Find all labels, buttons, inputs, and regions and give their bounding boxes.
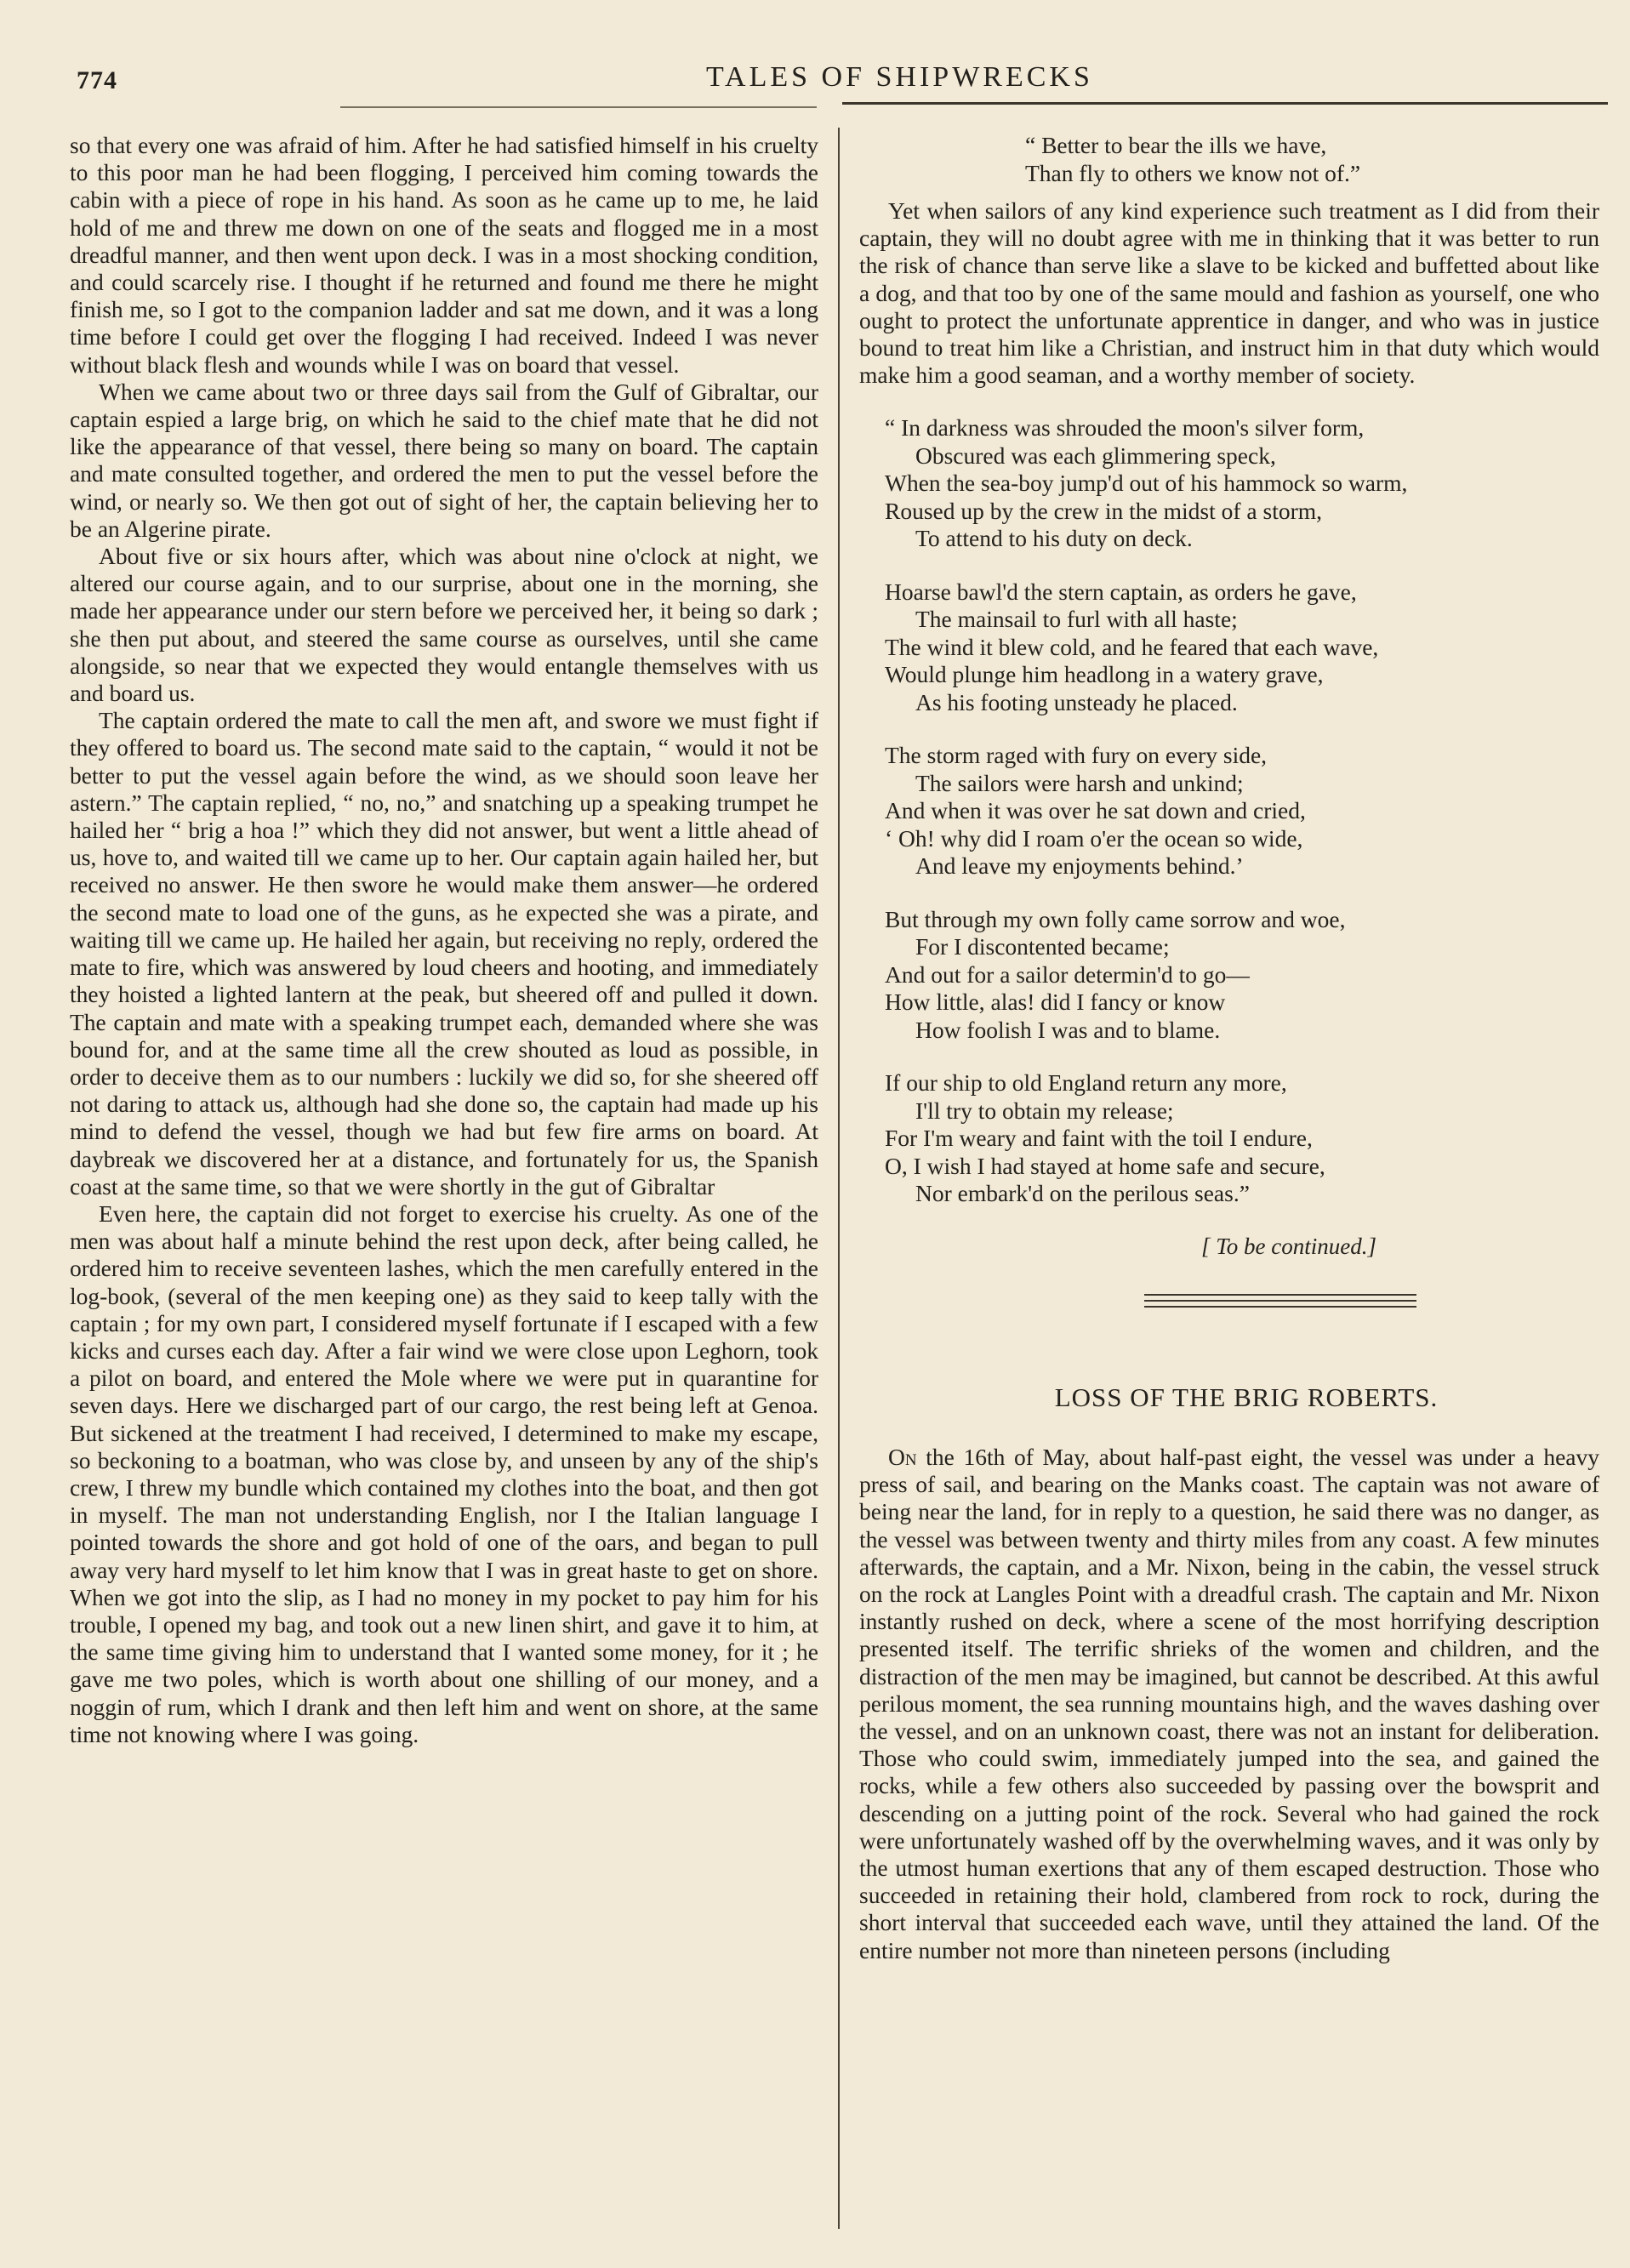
poem-stanza-1 [885,414,1599,553]
poem-line: How little, alas! did I fancy or know [885,989,1226,1016]
header-rule-right [842,102,1608,105]
separator-rule [1144,1306,1416,1308]
poem-line: And out for a sailor determin'd to go— [885,960,1250,988]
column-divider [838,128,840,2229]
poem-line: The mainsail to furl with all haste; [915,606,1238,633]
left-paragraph-5: Even here, the captain did not forget to exercise his cruelty. As one of the men was about half a minute behind the rest upon deck, after being called, he ordered him to receive seventeen lashes, which the men carefully entered in the log-book, (several of the men keeping one) as they said to keep tally with the captain ; for my own part, I considered myself fortunate if I escaped with a few kicks and curses each day. After a fair wind we were close upon Leghorn, took a pilot on board, and entered the Mole where we were put in quarantine for seven days. Here we discharged part of our cargo, the rest being left at Genoa. But sickened at the treatment I had received, I determined to make my escape, so beckoning to a boatman, who was close by, and unseen by any of the ship's crew, I threw my bundle which contained my clothes into the boat, and then got in myself. The man not understanding English, nor I the Italian language I pointed towards the shore and got hold of one of the oars, and began to pull away very hard myself to let him know that I was in great haste to get on shore. When we got into the slip, as I had no money in my pocket to pay him for his trouble, I opened my bag, and took out a new linen shirt, and gave it to him, at the same time giving him to understand that I wanted some money, for it ; he gave me two poles, which is worth about one shilling of our money, and a noggin of rum, which I drank and then left him and went on shore, at the same time not knowing where I was going. [70,1200,818,1747]
separator-rule [1144,1300,1416,1302]
poem-line: For I discontented became; [915,933,1170,960]
poem-line: O, I wish I had stayed at home safe and secure, [885,1152,1325,1179]
quote-verse [859,132,1599,187]
header-rule-left [340,106,817,108]
poem-stanza-2 [885,578,1599,717]
section-separator [1042,1294,1416,1308]
poem-line: The storm raged with fury on every side, [885,742,1268,769]
page-header [77,58,1604,109]
article-body [859,1444,1599,1964]
reflection-paragraph: Yet when sailors of any kind experience such treatment as I did from their captain, they will no doubt agree with me in thinking that it was better to run the risk of chance than serve like a slave to be kicked and buffetted about like a dog, and that too by one of the same mould and fashion as yourself, one who ought to protect the unfortunate apprentice in danger, and who was in justice bound to treat him like a Christian, and instruct him in that duty which would make him a good seaman, and a worthy member of society. [859,197,1599,389]
poem-line: ‘ Oh! why did I roam o'er the ocean so wide, [885,824,1303,852]
poem-stanza-4 [885,906,1599,1045]
poem-line: I'll try to obtain my release; [915,1097,1174,1124]
poem-line: But through my own folly came sorrow and woe, [885,905,1346,932]
poem-line: Nor embark'd on the perilous seas.” [915,1180,1250,1207]
poem-line: How foolish I was and to blame. [915,1016,1221,1043]
poem-line: The wind it blew cold, and he feared that each wave, [885,633,1379,660]
poem-line: Hoarse bawl'd the stern captain, as orders he gave, [885,578,1357,605]
sailor-poem [859,414,1599,1208]
article-title: LOSS OF THE BRIG ROBERTS. [1054,1382,1439,1412]
left-paragraph-1: so that every one was afraid of him. After he had satisfied himself in his cruelty to this poor man he had been flogging, I perceived him coming towards the cabin with a piece of rope in his hand. As soon as he came up to me, he laid hold of me and threw me down on one of the seats and flogged me in a most dreadful manner, and then went upon deck. I was in a most shocking condition, and could scarcely rise. I thought if he returned and found me there he might finish me, so I got to the companion ladder and sat me down, and it was a long time before I could get over the flogging I had received. Indeed I was never without black flesh and wounds while I was on board that vessel. [70,132,818,378]
left-paragraph-4: The captain ordered the mate to call the men aft, and swore we must fight if they offered to board us. The second mate said to the captain, “ would it not be better to put the vessel again before the wind, as we should soon leave her astern.” The captain replied, “ no, no,” and snatching up a speaking trumpet he hailed her “ brig a hoa !” which they did not answer, but went a little ahead of us, hove to, and waited till we came up to her. Our captain again hailed her, but received no answer. He then swore he would make them answer—he ordered the second mate to load one of the guns, as he expected she was a pirate, and waiting till we came up. He hailed her again, but receiving no reply, ordered the mate to fire, which was answered by loud cheers and hooting, and immediately they hoisted a lighted lantern at the peak, but sheered off and pulled it down. The captain and mate with a speaking trumpet each, demanded where she was bound for, and at the same time all the crew shouted as loud as possible, in order to deceive them as to our numbers : luckily we did so, for she sheered off not daring to attack us, although had she done so, the captain had made up his mind to defend the vessel, though we had but few fire arms on board. At daybreak we discovered her at a distance, and fortunately for us, the Spanish coast at the same time, so that we were shortly in the gut of Gibraltar [70,707,818,1200]
poem-stanza-3 [885,742,1599,880]
poem-line: And leave my enjoyments behind.’ [915,852,1244,880]
running-title: TALES OF SHIPWRECKS [706,61,1093,93]
to-be-continued-note: [ To be continued.] [1200,1233,1376,1259]
quote-verse-line: Than fly to others we know not of.” [1025,159,1361,186]
poem-line: To attend to his duty on deck. [915,525,1193,552]
left-column [70,132,818,1748]
poem-line: If our ship to old England return any more, [885,1069,1287,1097]
left-paragraph-3: About five or six hours after, which was about nine o'clock at night, we altered our course again, and to our surprise, about one in the morning, she made her appearance under our stern before we perceived her, it being so dark ; she then put about, and steered the same course as ourselves, until she came alongside, so near that we expected they would entangle themselves with us and board us. [70,543,818,707]
poem-line: “ In darkness was shrouded the moon's silver form, [885,414,1365,442]
poem-line: The sailors were harsh and unkind; [915,769,1244,796]
poem-line: For I'm weary and faint with the toil I endure, [885,1125,1313,1152]
poem-line: As his footing unsteady he placed. [915,688,1238,715]
poem-line: Roused up by the crew in the midst of a storm, [885,497,1323,524]
poem-stanza-5 [885,1069,1599,1208]
poem-line: When the sea-boy jump'd out of his hammock so warm, [885,470,1408,497]
right-column [859,132,1599,1964]
page-number: 774 [77,66,117,94]
quote-verse-line: “ Better to bear the ills we have, [1025,132,1327,158]
separator-rule [1144,1294,1416,1296]
article-first-word: On [888,1443,917,1470]
poem-line: And when it was over he sat down and cried, [885,797,1306,824]
article-body-text: the 16th of May, about half-past eight, the vessel was under a heavy press of sail, and bearing on the Manks coast. The captain was not aware of being near the land, for in reply to a question, he said there was no danger, as the vessel was between twenty and thirty miles from any coast. A few minutes afterwards, the captain, and a Mr. Nixon, being in the cabin, the vessel struck on the rock at Langles Point with a dreadful crash. The captain and Mr. Nixon instantly rushed on deck, where a scene of the most horrifying description presented itself. The terrific shrieks of the women and children, and the distraction of the men may be imagined, but cannot be described. At this awful perilous moment, the sea running mountains high, and the waves dashing over the vessel, and on an unknown coast, there was not an instant for deliberation. Those who could swim, immediately jumped into the sea, and gained the rocks, while a few others also succeeded by passing over the bowsprit and descending on a jutting point of the rock. Several who had gained the rock were unfortunately washed off by the overwhelming waves, and it was only by the utmost human exertions that any of them escaped destruction. Those who succeeded in retaining their hold, clambered from rock to rock, during the short interval that succeeded each wave, until they attained the land. Of the entire number not more than nineteen persons (including [859,1443,1599,1963]
poem-line: Would plunge him headlong in a watery grave, [885,661,1324,688]
poem-line: Obscured was each glimmering speck, [915,442,1276,469]
left-paragraph-2: When we came about two or three days sail from the Gulf of Gibraltar, our captain espied a large brig, on which he said to the chief mate that he did not like the appearance of that vessel, there being so many on board. The captain and mate consulted together, and ordered the men to put the vessel before the wind, or nearly so. We then got out of sight of her, the captain believing her to be an Algerine pirate. [70,378,818,542]
